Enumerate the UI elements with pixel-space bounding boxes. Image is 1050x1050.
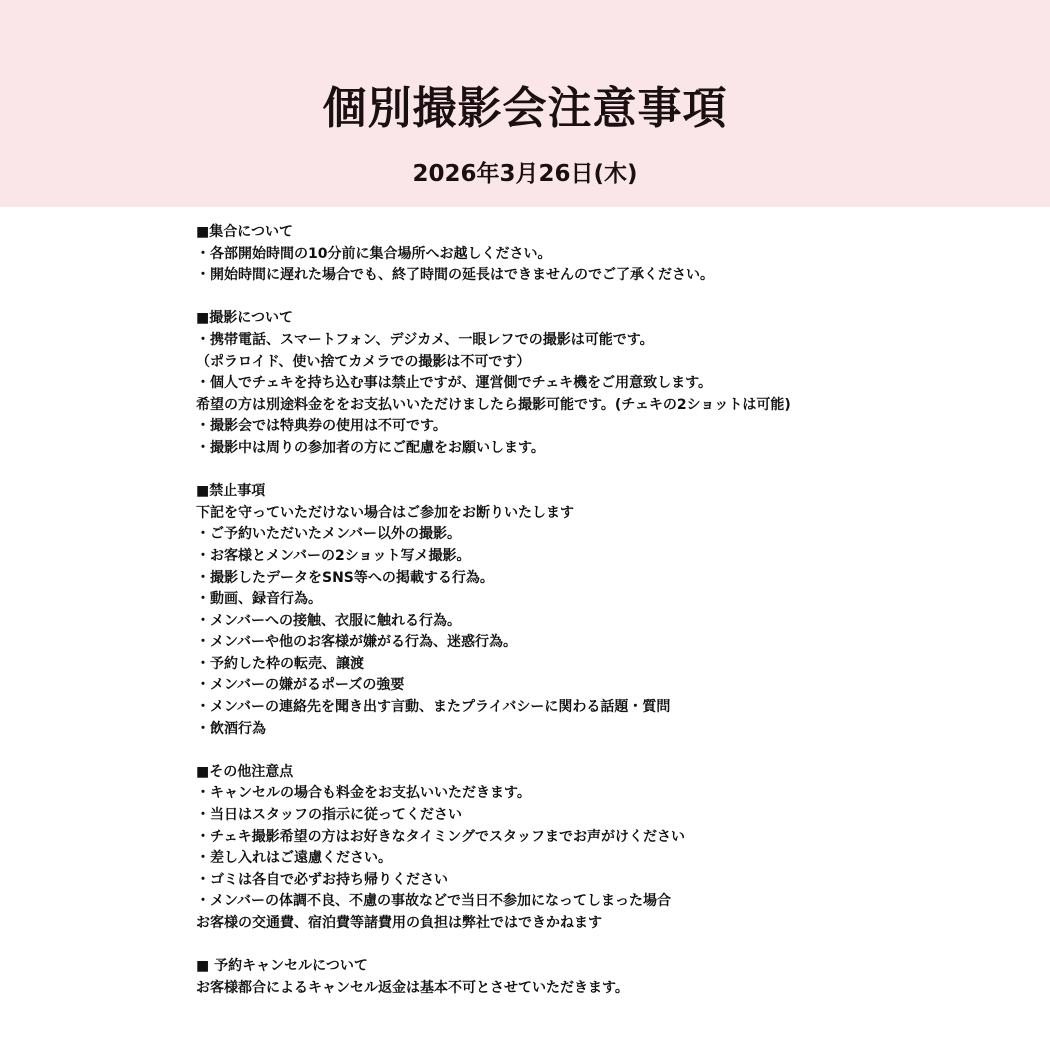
- list-item: ・お客様とメンバーの2ショット写メ撮影。: [196, 547, 471, 564]
- list-item: ・撮影会では特典券の使用は不可です。: [196, 418, 447, 435]
- section-cancellation: [196, 956, 916, 999]
- list-item: ・メンバーへの接触、衣服に触れる行為。: [196, 612, 462, 629]
- list-item: ・キャンセルの場合も料金をお支払いいただきます。: [196, 785, 531, 802]
- list-item: ・各部開始時間の10分前に集合場所へお越しください。: [196, 245, 552, 262]
- list-item: お客様の交通費、宿泊費等諸費用の負担は弊社ではできかねます: [196, 915, 602, 931]
- list-item: 希望の方は別途料金ををお支払いいただけましたら撮影可能です。(チェキの2ショットは可能): [196, 396, 791, 413]
- page-title: 個別撮影会注意事項: [322, 83, 728, 134]
- section-gathering: [196, 222, 916, 287]
- event-date: 2026年3月26日(木): [412, 161, 638, 187]
- header-banner: [0, 0, 1050, 207]
- section-heading: ■禁止事項: [196, 483, 266, 500]
- notice-content: [196, 222, 916, 1021]
- list-item: ・開始時間に遅れた場合でも、終了時間の延長はできませんのでご了承ください。: [196, 267, 714, 284]
- list-item: ・メンバーの嫌がるポーズの強要: [196, 677, 405, 694]
- section-heading: ■集合について: [196, 224, 293, 240]
- list-item: ・撮影したデータをSNS等への掲載する行為。: [196, 569, 494, 586]
- list-item: 下記を守っていただけない場合はご参加をお断りいたします: [196, 504, 574, 521]
- list-item: （ポラロイド、使い捨てカメラでの撮影は不可です）: [196, 353, 531, 370]
- list-item: ・飲酒行為: [196, 720, 266, 737]
- list-item: ・予約した枠の転売、譲渡: [196, 655, 364, 672]
- list-item: ・差し入れはご遠慮ください。: [196, 850, 392, 867]
- list-item: お客様都合によるキャンセル返金は基本不可とさせていただきます。: [196, 979, 629, 996]
- list-item: ・個人でチェキを持ち込む事は禁止ですが、運営側でチェキ機をご用意致します。: [196, 375, 713, 392]
- section-other-notes: [196, 762, 916, 935]
- list-item: ・ゴミは各自で必ずお持ち帰りください: [196, 871, 448, 888]
- list-item: ・チェキ撮影希望の方はお好きなタイミングでスタッフまでお声がけください: [196, 828, 686, 845]
- list-item: ・メンバーの体調不良、不慮の事故などで当日不参加になってしまった場合: [196, 893, 672, 910]
- section-photography: [196, 308, 916, 459]
- list-item: ・当日はスタッフの指示に従ってください: [196, 807, 462, 824]
- list-item: ・メンバーの連絡先を聞き出す言動、またプライバシーに関わる話題・質問: [196, 699, 671, 716]
- list-item: ・撮影中は周りの参加者の方にご配慮をお願いします。: [196, 439, 545, 456]
- section-heading: ■撮影について: [196, 310, 293, 327]
- section-heading: ■ 予約キャンセルについて: [196, 958, 368, 975]
- list-item: ・動画、録音行為。: [196, 591, 322, 608]
- list-item: ・ご予約いただいたメンバー以外の撮影。: [196, 526, 462, 543]
- section-heading: ■その他注意点: [196, 763, 294, 780]
- list-item: ・携帯電話、スマートフォン、デジカメ、一眼レフでの撮影は可能です。: [196, 331, 654, 348]
- section-prohibited: [196, 481, 916, 740]
- list-item: ・メンバーや他のお客様が嫌がる行為、迷惑行為。: [196, 634, 518, 651]
